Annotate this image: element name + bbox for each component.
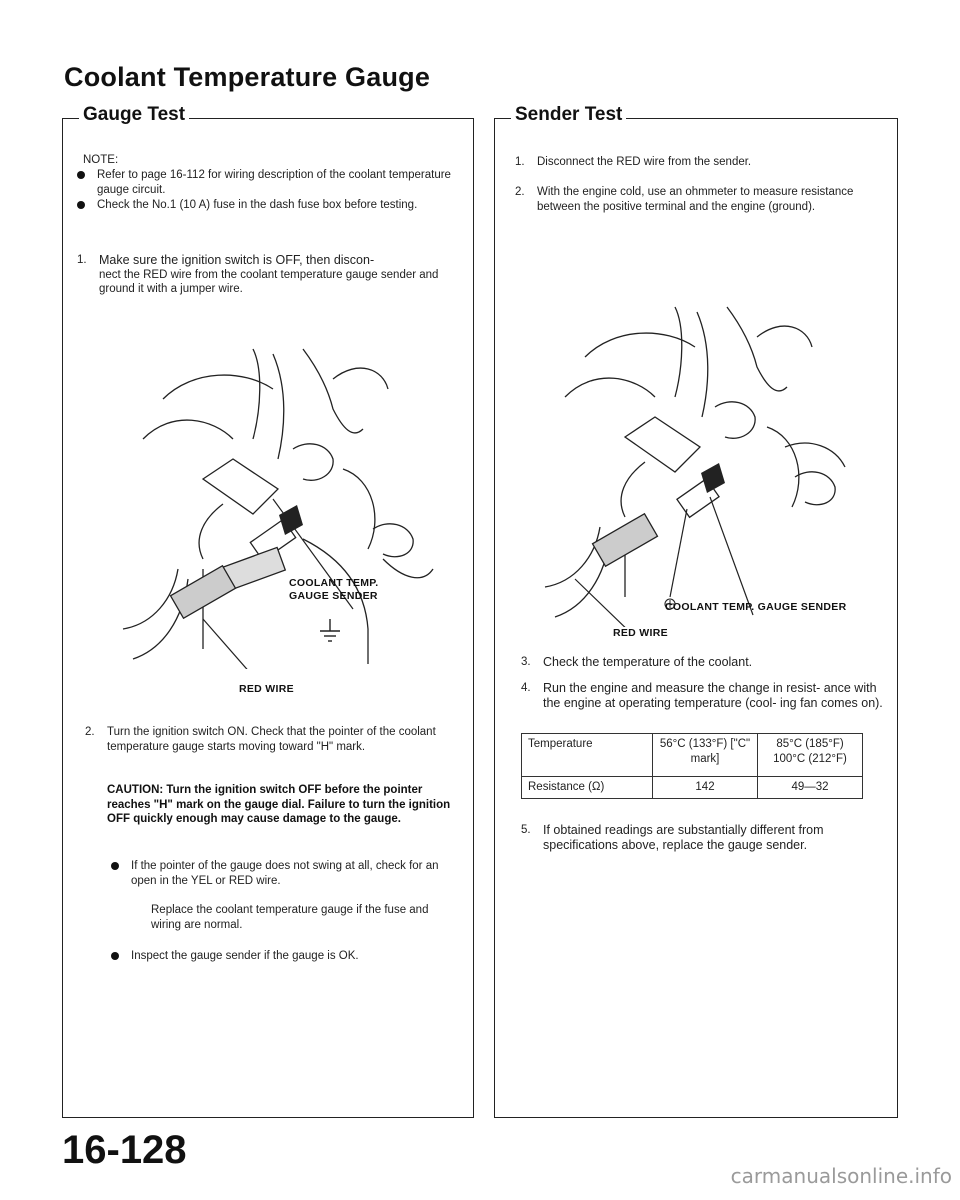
table-cell: Resistance (Ω) (522, 777, 653, 799)
table-cell: 49—32 (758, 777, 863, 799)
ground-icon (318, 619, 342, 647)
red-wire-label: RED WIRE (239, 683, 294, 695)
sender-step-1: 1. Disconnect the RED wire from the sender. (515, 156, 752, 168)
red-wire-label: RED WIRE (613, 627, 668, 639)
gauge-test-panel (62, 104, 474, 1118)
sender-label: COOLANT TEMP. GAUGE SENDER (665, 601, 847, 613)
note-label: NOTE: (83, 154, 119, 166)
page-number: 16-128 (62, 1128, 187, 1172)
page-title: Coolant Temperature Gauge (64, 62, 431, 92)
table-row (522, 734, 863, 777)
bullet-icon (111, 862, 119, 870)
table-cell: 85°C (185°F) 100°C (212°F) (758, 734, 863, 777)
bullet-icon (111, 952, 119, 960)
sender-step-4: 4. Run the engine and measure the change in resist- ance with the engine at operating temperature (cool- ing fan comes on). (521, 681, 883, 710)
resistance-spec-table (521, 733, 863, 799)
sender-label: GAUGE SENDER (289, 590, 378, 602)
note-bullet: Check the No.1 (10 A) fuse in the dash fuse box before testing. (77, 198, 457, 213)
check-bullet: If the pointer of the gauge does not swing at all, check for an open in the YEL or RED wire. (111, 859, 453, 888)
sender-step-2: 2. With the engine cold, use an ohmmeter to measure resistance between the positive terminal and the engine (ground). (515, 186, 854, 213)
gauge-step-2: 2. Turn the ignition switch ON. Check that the pointer of the coolant temperature gauge starts moving toward "H" mark. (85, 726, 436, 753)
sender-step-5: 5. If obtained readings are substantially different from specifications above, replace the gauge sender. (521, 823, 824, 852)
table-cell: Temperature (522, 734, 653, 777)
caution-text: CAUTION: Turn the ignition switch OFF before the pointer reaches "H" mark on the gauge dial. Failure to turn the ignition OFF quickly enough may cause damage to the gauge. (107, 784, 451, 825)
gauge-step-1: 1. Make sure the ignition switch is OFF, then discon- nect the RED wire from the coolant temperature gauge sender and ground it with a jumper wire. (77, 253, 439, 295)
replace-gauge-text: Replace the coolant temperature gauge if the fuse and wiring are normal. (151, 904, 429, 931)
note-bullet: Refer to page 16-112 for wiring description of the coolant temperature gauge circuit. (77, 168, 457, 197)
table-cell: 142 (653, 777, 758, 799)
watermark: carmanualsonline.info (730, 1164, 952, 1188)
table-row (522, 777, 863, 799)
sender-label: COOLANT TEMP. (289, 577, 379, 589)
sender-step-3: 3. Check the temperature of the coolant. (521, 655, 753, 669)
gauge-test-illustration (103, 329, 443, 669)
check-bullet: Inspect the gauge sender if the gauge is OK. (111, 949, 453, 964)
sender-test-illustration (515, 297, 885, 627)
sender-test-heading: Sender Test (511, 104, 626, 126)
bullet-icon (77, 201, 85, 209)
table-cell: 56°C (133°F) ["C" mark] (653, 734, 758, 777)
bullet-icon (77, 171, 85, 179)
gauge-test-heading: Gauge Test (79, 104, 189, 126)
sender-test-panel (494, 104, 898, 1118)
